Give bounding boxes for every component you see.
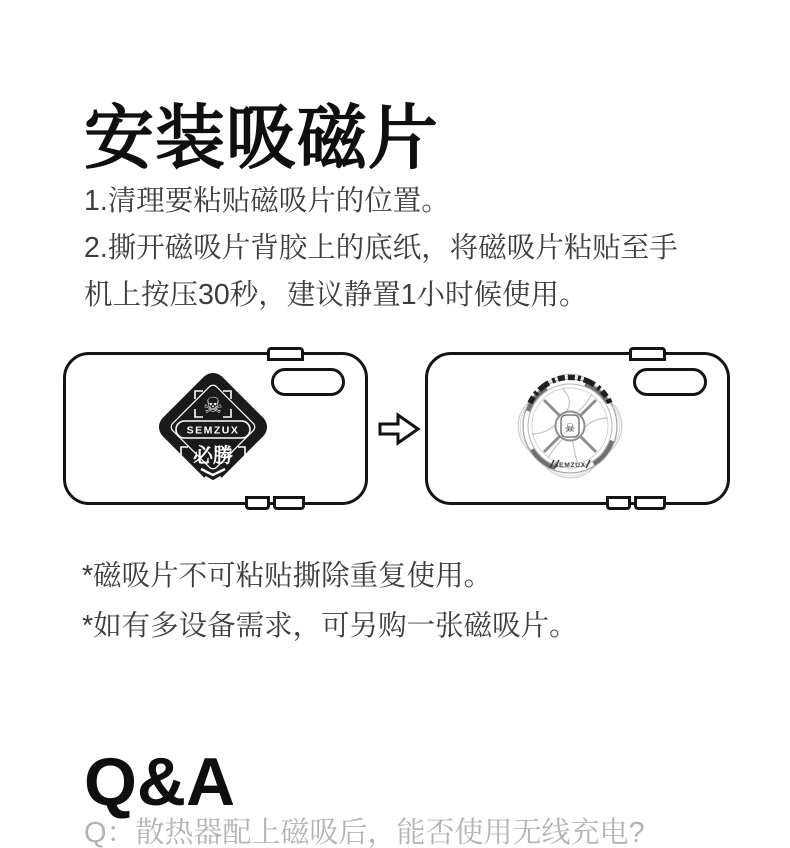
qa-section-title: Q&A [84, 744, 236, 821]
cooler-ring-illustration [500, 360, 640, 494]
step-line: 机上按压30秒，建议静置1小时候使用。 [84, 279, 588, 311]
sticker-slogan-label: 必勝 [193, 445, 233, 467]
phone-button-nub [273, 496, 305, 510]
step-line: 1.清理要粘贴磁吸片的位置。 [84, 185, 450, 217]
note-line: *如有多设备需求，可另购一张磁吸片。 [82, 610, 578, 642]
phone-button-nub [245, 496, 270, 510]
skull-icon: ☠ [564, 421, 576, 435]
note-line: *磁吸片不可粘贴撕除重复使用。 [82, 560, 493, 592]
cooler-brand-label: SEMZUX [554, 462, 586, 469]
phone-button-nub [634, 496, 666, 510]
phone-button-nub [267, 347, 304, 361]
qa-question-preview: Q：散热器配上磁吸后，能否使用无线充电? [84, 817, 645, 848]
phone-button-nub [606, 496, 631, 510]
magnet-sticker-badge [151, 363, 275, 495]
step-line: 2.撕开磁吸片背胶上的底纸，将磁吸片粘贴至手 [84, 232, 678, 264]
camera-pill [271, 368, 345, 396]
install-steps [84, 178, 678, 319]
camera-pill [633, 368, 707, 396]
arrow-right-icon [377, 409, 421, 449]
page-title: 安装吸磁片 [84, 98, 439, 177]
caution-notes [82, 551, 578, 651]
skull-icon: ☠ [203, 393, 223, 418]
phone-button-nub [629, 347, 666, 361]
sticker-brand-label: SEMZUX [186, 424, 240, 437]
